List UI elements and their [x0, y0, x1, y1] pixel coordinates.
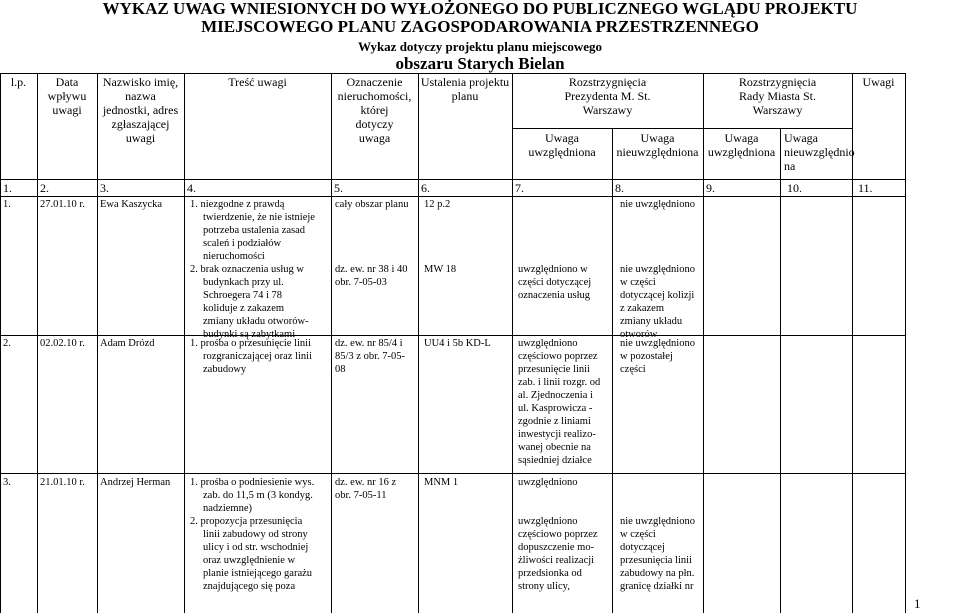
row-rejected-1: nie uwzględniono w pozostałej części [620, 338, 695, 375]
header-prezydent-nieuwzgledniona: Uwaga nieuwzględniona [616, 131, 699, 159]
header-rada-uwzgledniona: Uwaga uwzględniona [707, 131, 776, 159]
col-number-5: 5. [334, 181, 343, 195]
row-content-1: 1. prośba o podniesienie wys. zab. do 11,5 m (3 kondyg. nadziemne) [190, 477, 315, 514]
header-prezydent-uwzgledniona: Uwaga uwzględniona [528, 131, 596, 159]
row-content-2: 2. propozycja przesunięcia linii zabudowy od strony ulicy i od str. wschodniej oraz uwzględnienie w planie istniejącego garażu znajdującego się poza [190, 516, 313, 592]
title-line-2: MIEJSCOWEGO PLANU ZAGOSPODAROWANIA PRZESTRZENNEGO [201, 17, 759, 36]
header-rada-nieuwzgledniona: Uwaga nieuwzględnio na [784, 131, 855, 173]
row-plan-1: MNM 1 [424, 477, 459, 488]
row-name: Andrzej Herman [100, 477, 171, 488]
row-plan-2: MW 18 [424, 264, 457, 275]
header-rada: Rozstrzygnięcia Rady Miasta St. Warszawy [738, 75, 817, 117]
row-accepted-1: uwzględniono częściowo poprzez przesunięcie linii zab. i linii rozgr. od al. Zjednoczenia i ul. Kasprowicza - zgodnie z liniami inwestycji realizo- wanej obecnie na sąsiedniej działce [518, 338, 601, 466]
area-title: obszaru Starych Bielan [395, 54, 565, 73]
col-number-6: 6. [421, 181, 430, 195]
row-property-2: dz. ew. nr 38 i 40 obr. 7-05-03 [335, 264, 408, 288]
header-data: Data wpływu uwagi [47, 75, 87, 117]
header-uwagi: Uwagi [862, 75, 895, 89]
row-plan-1: UU4 i 5b KD-L [424, 338, 491, 349]
header-ustalenia: Ustalenia projektu planu [420, 75, 510, 103]
col-number-10: 10. [787, 181, 802, 195]
row-date: 02.02.10 r. [40, 338, 85, 349]
title-line-1: WYKAZ UWAG WNIESIONYCH DO WYŁOŻONEGO DO PUBLICZNEGO WGLĄDU PROJEKTU [102, 0, 858, 18]
row-rejected-2: nie uwzględniono w części dotyczącej kolizji z zakazem zmiany układu otworów [620, 264, 695, 340]
row-content-1: 1. niezgodne z prawdą twierdzenie, że nie istnieje potrzeba ustalenia zasad scaleń i podziałów nieruchomości [190, 199, 315, 262]
row-rejected-1: nie uwzględniono [620, 199, 695, 210]
col-number-3: 3. [100, 181, 109, 195]
row-rejected-2: nie uwzględniono w części dotyczącej przesunięcia linii zabudowy na płn. granicę działki nr [620, 516, 695, 592]
row-lp: 1. [3, 199, 11, 210]
row-property-1: cały obszar planu [335, 199, 409, 210]
row-content-1: 1. prośba o przesunięcie linii rozgraniczającej oraz linii zabudowy [190, 338, 313, 375]
col-number-2: 2. [40, 181, 49, 195]
row-accepted-2: uwzględniono w części dotyczącej oznaczenia usług [518, 264, 592, 301]
col-number-7: 7. [515, 181, 524, 195]
subtitle: Wykaz dotyczy projektu planu miejscowego [357, 39, 603, 54]
col-number-11: 11. [858, 181, 873, 195]
row-lp: 3. [3, 477, 11, 488]
row-date: 27.01.10 r. [40, 199, 85, 210]
row-accepted-2: uwzględniono częściowo poprzez dopuszczenie mo- żliwości realizacji przedsionka od strony ulicy, [518, 516, 598, 592]
col-number-1: 1. [3, 181, 12, 195]
col-number-8: 8. [615, 181, 624, 195]
row-plan-1: 12 p.2 [424, 199, 451, 210]
row-date: 21.01.10 r. [40, 477, 85, 488]
header-lp: l.p. [10, 75, 27, 89]
row-name: Ewa Kaszycka [100, 199, 163, 210]
row-content-2: 2. brak oznaczenia usług w budynkach przy ul. Schroegera 74 i 78 koliduje z zakazem zmiany układu otworów- budynki są zabytkami [190, 264, 309, 340]
header-nazwisko: Nazwisko imię, nazwa jednostki, adres zgłaszającej uwagi [102, 75, 179, 145]
row-property-1: dz. ew. nr 16 z obr. 7-05-11 [335, 477, 397, 501]
col-number-9: 9. [706, 181, 715, 195]
page-number: 1 [914, 596, 921, 611]
col-number-4: 4. [187, 181, 196, 195]
row-lp: 2. [3, 338, 11, 349]
row-property-1: dz. ew. nr 85/4 i 85/3 z obr. 7-05- 08 [335, 338, 405, 375]
row-accepted-1: uwzględniono [518, 477, 578, 488]
row-name: Adam Drózd [100, 338, 155, 349]
header-prezydent: Rozstrzygnięcia Prezydenta M. St. Warszawy [564, 75, 651, 117]
header-tresc: Treść uwagi [228, 75, 287, 89]
header-oznaczenie: Oznaczenie nieruchomości, której dotyczy uwaga [337, 75, 412, 145]
